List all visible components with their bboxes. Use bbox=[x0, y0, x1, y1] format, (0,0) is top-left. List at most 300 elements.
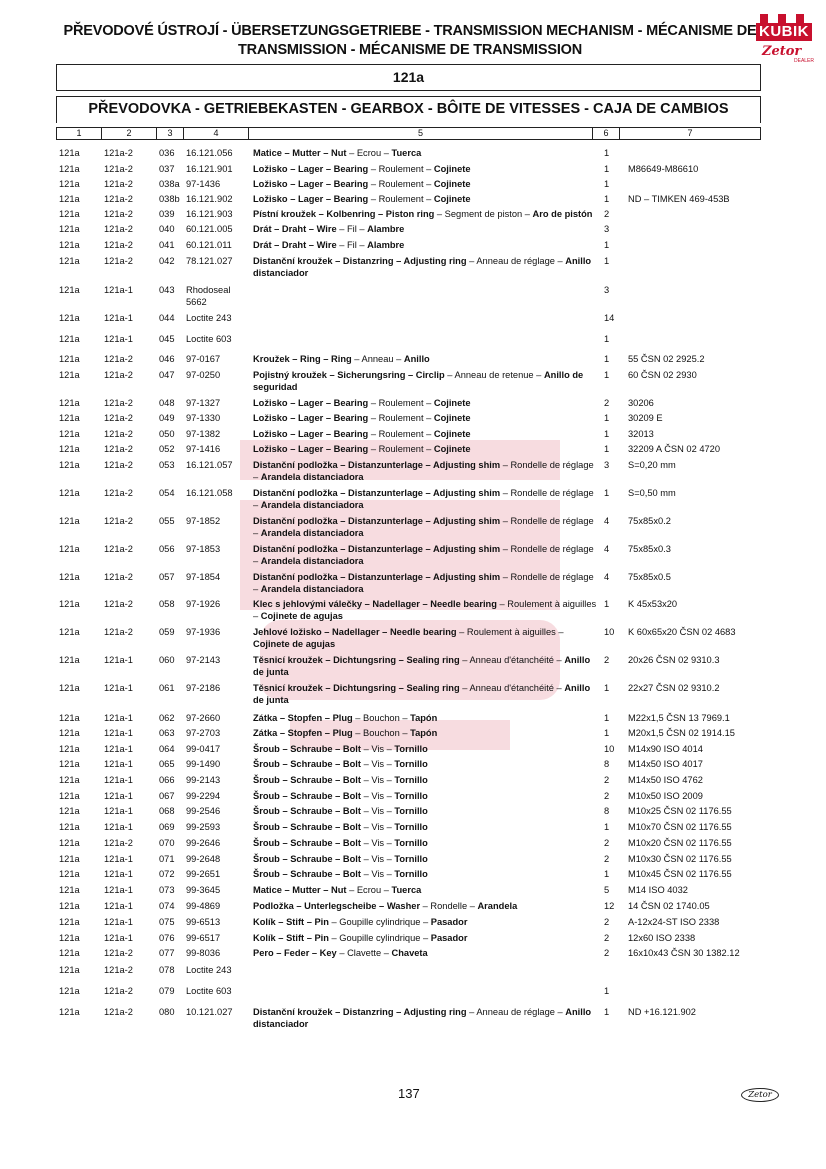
cell-figure: 121a bbox=[59, 164, 80, 174]
logo-brand: KUBIK bbox=[756, 23, 812, 41]
page-title-line2: TRANSMISSION - MÉCANISME DE TRANSMISSION bbox=[237, 42, 583, 58]
desc-spanish: Anillo distanciador bbox=[253, 1007, 592, 1029]
desc-french: – Roulement – bbox=[368, 413, 434, 423]
cell-note: A-12x24-ST ISO 2338 bbox=[628, 917, 720, 927]
cell-subgroup: 121a-2 bbox=[104, 209, 133, 219]
cell-part-number: 16.121.902 bbox=[186, 194, 233, 204]
desc-spanish: Aro de pistón bbox=[532, 209, 593, 219]
cell-quantity: 1 bbox=[604, 179, 610, 189]
cell-quantity: 10 bbox=[604, 744, 615, 754]
cell-position: 052 bbox=[159, 444, 175, 454]
cell-quantity: 1 bbox=[604, 444, 610, 454]
cell-part-number: 97-1936 bbox=[186, 627, 221, 637]
column-header-2: 2 bbox=[102, 128, 157, 139]
desc-english: Adjusting shim bbox=[432, 460, 501, 470]
cell-description bbox=[253, 774, 598, 786]
desc-local: Zátka – Stopfen – bbox=[253, 728, 333, 738]
desc-spanish: Alambre bbox=[367, 240, 405, 250]
cell-description bbox=[253, 598, 598, 622]
desc-spanish: Tornillo bbox=[394, 822, 428, 832]
desc-spanish: Cojinete bbox=[433, 194, 471, 204]
cell-figure: 121a bbox=[59, 313, 80, 323]
cell-description bbox=[253, 743, 598, 755]
cell-part-number: 16.121.903 bbox=[186, 209, 233, 219]
cell-figure: 121a bbox=[59, 713, 80, 723]
cell-figure: 121a bbox=[59, 544, 80, 554]
desc-english: Adjusting shim bbox=[432, 572, 501, 582]
cell-quantity: 2 bbox=[604, 209, 610, 219]
cell-note: 75x85x0.2 bbox=[628, 516, 671, 526]
cell-subgroup: 121a-1 bbox=[104, 759, 133, 769]
cell-description bbox=[253, 369, 598, 393]
desc-spanish: Tornillo bbox=[394, 869, 428, 879]
cell-part-number: 99-3645 bbox=[186, 885, 221, 895]
desc-english: Bolt bbox=[342, 806, 361, 816]
cell-part-number: 10.121.027 bbox=[186, 1007, 233, 1017]
cell-quantity: 1 bbox=[604, 822, 610, 832]
cell-position: 046 bbox=[159, 354, 175, 364]
desc-french: – Ecrou – bbox=[346, 148, 392, 158]
page-number: 137 bbox=[398, 1086, 420, 1101]
desc-spanish: Tornillo bbox=[394, 806, 428, 816]
desc-english: Adjusting ring bbox=[403, 256, 467, 266]
cell-figure: 121a bbox=[59, 917, 80, 927]
desc-spanish: Arandela distanciadora bbox=[260, 500, 364, 510]
cell-note: M10x25 ČSN 02 1176.55 bbox=[628, 806, 732, 816]
cell-subgroup: 121a-1 bbox=[104, 334, 133, 344]
cell-figure: 121a bbox=[59, 354, 80, 364]
desc-french: – Rondelle de réglage – bbox=[253, 488, 594, 510]
cell-quantity: 8 bbox=[604, 759, 610, 769]
desc-english: Washer bbox=[386, 901, 421, 911]
cell-note: M14x90 ISO 4014 bbox=[628, 744, 703, 754]
desc-english: Bolt bbox=[342, 854, 361, 864]
cell-position: 065 bbox=[159, 759, 175, 769]
desc-english: Sealing ring bbox=[406, 683, 460, 693]
cell-subgroup: 121a-1 bbox=[104, 655, 133, 665]
cell-subgroup: 121a-2 bbox=[104, 240, 133, 250]
cell-position: 040 bbox=[159, 224, 175, 234]
cell-subgroup: 121a-2 bbox=[104, 838, 133, 848]
cell-description bbox=[253, 727, 598, 739]
desc-english: Piston ring bbox=[385, 209, 435, 219]
desc-spanish: Anillo de junta bbox=[253, 683, 591, 705]
cell-quantity: 5 bbox=[604, 885, 610, 895]
cell-subgroup: 121a-2 bbox=[104, 398, 133, 408]
desc-english: Bolt bbox=[342, 759, 361, 769]
desc-french: – Fil – bbox=[336, 224, 368, 234]
cell-part-number: 99-8036 bbox=[186, 948, 221, 958]
cell-description bbox=[253, 459, 598, 483]
cell-figure: 121a bbox=[59, 822, 80, 832]
desc-local: Ložisko – Lager – bbox=[253, 398, 334, 408]
cell-part-number: 99-2648 bbox=[186, 854, 221, 864]
cell-quantity: 2 bbox=[604, 838, 610, 848]
cell-figure: 121a bbox=[59, 179, 80, 189]
cell-quantity: 1 bbox=[604, 164, 610, 174]
cell-description bbox=[253, 223, 598, 235]
desc-local: Podložka – Unterlegscheibe – bbox=[253, 901, 387, 911]
desc-local: Ložisko – Lager – bbox=[253, 444, 334, 454]
cell-part-number: 60.121.005 bbox=[186, 224, 233, 234]
desc-english: Circlip bbox=[415, 370, 445, 380]
desc-spanish: Tuerca bbox=[391, 885, 422, 895]
cell-figure: 121a bbox=[59, 460, 80, 470]
cell-figure: 121a bbox=[59, 933, 80, 943]
cell-subgroup: 121a-2 bbox=[104, 460, 133, 470]
cell-quantity: 3 bbox=[604, 285, 610, 295]
desc-french: – Bouchon – bbox=[352, 728, 411, 738]
cell-figure: 121a bbox=[59, 791, 80, 801]
desc-local: Ložisko – Lager – bbox=[253, 179, 334, 189]
desc-french: – Anneau d'étanchéité – bbox=[459, 655, 565, 665]
cell-figure: 121a bbox=[59, 572, 80, 582]
cell-description bbox=[253, 1006, 598, 1030]
cell-note: 55 ČSN 02 2925.2 bbox=[628, 354, 705, 364]
cell-note: 16x10x43 ČSN 30 1382.12 bbox=[628, 948, 740, 958]
desc-spanish: Cojinete bbox=[433, 164, 471, 174]
cell-quantity: 2 bbox=[604, 791, 610, 801]
desc-local: Šroub – Schraube – bbox=[253, 744, 343, 754]
cell-position: 054 bbox=[159, 488, 175, 498]
cell-description bbox=[253, 147, 598, 159]
cell-description bbox=[253, 758, 598, 770]
cell-figure: 121a bbox=[59, 806, 80, 816]
cell-quantity: 1 bbox=[604, 354, 610, 364]
cell-part-number: 97-0167 bbox=[186, 354, 221, 364]
cell-subgroup: 121a-2 bbox=[104, 164, 133, 174]
cell-part-number: Rhodoseal 5662 bbox=[186, 285, 231, 307]
desc-local: Šroub – Schraube – bbox=[253, 759, 343, 769]
cell-figure: 121a bbox=[59, 627, 80, 637]
desc-local: Pero – Feder – bbox=[253, 948, 320, 958]
cell-subgroup: 121a-2 bbox=[104, 986, 133, 996]
cell-subgroup: 121a-2 bbox=[104, 444, 133, 454]
desc-spanish: Tuerca bbox=[391, 148, 422, 158]
cell-quantity: 1 bbox=[604, 429, 610, 439]
cell-part-number: 97-1853 bbox=[186, 544, 221, 554]
cell-position: 063 bbox=[159, 728, 175, 738]
cell-subgroup: 121a-2 bbox=[104, 148, 133, 158]
desc-french: – Vis – bbox=[360, 869, 395, 879]
desc-french: – Anneau de retenue – bbox=[444, 370, 544, 380]
cell-description bbox=[253, 947, 598, 959]
cell-figure: 121a bbox=[59, 728, 80, 738]
cell-note: M10x30 ČSN 02 1176.55 bbox=[628, 854, 732, 864]
cell-quantity: 1 bbox=[604, 488, 610, 498]
cell-figure: 121a bbox=[59, 869, 80, 879]
desc-english: Adjusting shim bbox=[432, 516, 501, 526]
cell-part-number: 97-2186 bbox=[186, 683, 221, 693]
cell-description bbox=[253, 900, 598, 912]
cell-position: 055 bbox=[159, 516, 175, 526]
cell-subgroup: 121a-1 bbox=[104, 775, 133, 785]
desc-french: – Vis – bbox=[360, 791, 395, 801]
cell-figure: 121a bbox=[59, 683, 80, 693]
cell-position: 076 bbox=[159, 933, 175, 943]
desc-spanish: Anillo de junta bbox=[253, 655, 591, 677]
desc-local: Ložisko – Lager – bbox=[253, 429, 334, 439]
desc-spanish: Cojinete bbox=[433, 413, 471, 423]
desc-spanish: Arandela distanciadora bbox=[260, 584, 364, 594]
cell-position: 048 bbox=[159, 398, 175, 408]
cell-position: 060 bbox=[159, 655, 175, 665]
cell-part-number: 16.121.058 bbox=[186, 488, 233, 498]
desc-english: Pin bbox=[314, 933, 329, 943]
desc-french: – Vis – bbox=[360, 806, 395, 816]
cell-description bbox=[253, 255, 598, 279]
cell-subgroup: 121a-2 bbox=[104, 256, 133, 266]
cell-part-number: 97-2143 bbox=[186, 655, 221, 665]
desc-local: Šroub – Schraube – bbox=[253, 854, 343, 864]
desc-spanish: Alambre bbox=[367, 224, 405, 234]
cell-description bbox=[253, 397, 598, 409]
desc-english: Bearing bbox=[333, 398, 369, 408]
cell-part-number: 99-0417 bbox=[186, 744, 221, 754]
cell-position: 058 bbox=[159, 599, 175, 609]
cell-quantity: 8 bbox=[604, 806, 610, 816]
desc-french: – Goupille cylindrique – bbox=[328, 933, 431, 943]
cell-description bbox=[253, 916, 598, 928]
cell-part-number: 97-1330 bbox=[186, 413, 221, 423]
cell-note: M10x45 ČSN 02 1176.55 bbox=[628, 869, 732, 879]
logo-sub: Zetor bbox=[762, 44, 802, 59]
cell-subgroup: 121a-2 bbox=[104, 413, 133, 423]
cell-description bbox=[253, 884, 598, 896]
column-header-6: 6 bbox=[593, 128, 620, 139]
cell-subgroup: 121a-2 bbox=[104, 370, 133, 380]
cell-note: M20x1,5 ČSN 02 1914.15 bbox=[628, 728, 735, 738]
cell-note: 20x26 ČSN 02 9310.3 bbox=[628, 655, 720, 665]
cell-figure: 121a bbox=[59, 775, 80, 785]
desc-local: Pojistný kroužek – Sicherungsring – bbox=[253, 370, 416, 380]
cell-position: 062 bbox=[159, 713, 175, 723]
section-code: 121a bbox=[56, 64, 761, 91]
desc-french: – Roulement – bbox=[368, 179, 434, 189]
cell-subgroup: 121a-1 bbox=[104, 933, 133, 943]
cell-description bbox=[253, 682, 598, 706]
cell-figure: 121a bbox=[59, 744, 80, 754]
cell-subgroup: 121a-2 bbox=[104, 488, 133, 498]
desc-english: Pin bbox=[314, 917, 329, 927]
desc-french: – Anneau d'étanchéité – bbox=[459, 683, 565, 693]
cell-figure: 121a bbox=[59, 655, 80, 665]
cell-quantity: 2 bbox=[604, 948, 610, 958]
cell-subgroup: 121a-1 bbox=[104, 901, 133, 911]
desc-spanish: Cojinete bbox=[433, 398, 471, 408]
cell-position: 070 bbox=[159, 838, 175, 848]
cell-quantity: 1 bbox=[604, 148, 610, 158]
desc-french: – Vis – bbox=[360, 822, 395, 832]
cell-subgroup: 121a-1 bbox=[104, 728, 133, 738]
cell-position: 078 bbox=[159, 965, 175, 975]
cell-figure: 121a bbox=[59, 838, 80, 848]
cell-part-number: 97-2703 bbox=[186, 728, 221, 738]
cell-quantity: 2 bbox=[604, 933, 610, 943]
cell-position: 075 bbox=[159, 917, 175, 927]
desc-english: Bolt bbox=[342, 791, 361, 801]
cell-part-number: 97-1852 bbox=[186, 516, 221, 526]
cell-subgroup: 121a-2 bbox=[104, 429, 133, 439]
desc-spanish: Anillo distanciador bbox=[253, 256, 592, 278]
cell-subgroup: 121a-2 bbox=[104, 1007, 133, 1017]
cell-part-number: Loctite 603 bbox=[186, 986, 232, 996]
desc-french: – Rondelle de réglage – bbox=[253, 460, 594, 482]
cell-figure: 121a bbox=[59, 224, 80, 234]
cell-figure: 121a bbox=[59, 370, 80, 380]
cell-part-number: 99-4869 bbox=[186, 901, 221, 911]
desc-english: Bearing bbox=[333, 429, 369, 439]
desc-english: Adjusting ring bbox=[403, 1007, 467, 1017]
cell-part-number: Loctite 243 bbox=[186, 313, 232, 323]
cell-quantity: 1 bbox=[604, 683, 610, 693]
cell-position: 043 bbox=[159, 285, 175, 295]
zetor-footer-logo: Zetor bbox=[741, 1088, 779, 1102]
cell-position: 066 bbox=[159, 775, 175, 785]
cell-position: 036 bbox=[159, 148, 175, 158]
desc-french: – Roulement – bbox=[368, 429, 434, 439]
cell-description bbox=[253, 654, 598, 678]
cell-position: 080 bbox=[159, 1007, 175, 1017]
desc-french: – Vis – bbox=[360, 838, 395, 848]
desc-english: Ring bbox=[331, 354, 352, 364]
desc-french: – Vis – bbox=[360, 854, 395, 864]
cell-quantity: 1 bbox=[604, 240, 610, 250]
cell-note: M14x50 ISO 4762 bbox=[628, 775, 703, 785]
desc-spanish: Pasador bbox=[430, 917, 468, 927]
desc-local: Zátka – Stopfen – bbox=[253, 713, 333, 723]
page-title-line1: PŘEVODOVÉ ÚSTROJÍ - ÜBERSETZUNGSGETRIEBE - TRANSMISSION MECHANISM - MÉCANISME DE bbox=[63, 23, 757, 39]
desc-spanish: Chaveta bbox=[391, 948, 428, 958]
cell-figure: 121a bbox=[59, 885, 80, 895]
cell-part-number: 97-1416 bbox=[186, 444, 221, 454]
cell-subgroup: 121a-2 bbox=[104, 544, 133, 554]
desc-spanish: Tornillo bbox=[394, 775, 428, 785]
cell-part-number: 99-2546 bbox=[186, 806, 221, 816]
cell-subgroup: 121a-2 bbox=[104, 224, 133, 234]
cell-position: 041 bbox=[159, 240, 175, 250]
desc-local: Distanční kroužek – Distanzring – bbox=[253, 1007, 404, 1017]
desc-french: – Clavette – bbox=[336, 948, 392, 958]
cell-note: 14 ČSN 02 1740.05 bbox=[628, 901, 710, 911]
cell-description bbox=[253, 821, 598, 833]
cell-part-number: 99-2646 bbox=[186, 838, 221, 848]
desc-local: Ložisko – Lager – bbox=[253, 194, 334, 204]
cell-position: 067 bbox=[159, 791, 175, 801]
desc-english: Needle bearing bbox=[430, 599, 497, 609]
cell-part-number: 16.121.057 bbox=[186, 460, 233, 470]
cell-quantity: 2 bbox=[604, 854, 610, 864]
desc-french: – Roulement – bbox=[368, 444, 434, 454]
cell-subgroup: 121a-1 bbox=[104, 713, 133, 723]
desc-french: – Vis – bbox=[360, 759, 395, 769]
cell-description bbox=[253, 626, 598, 650]
cell-quantity: 1 bbox=[604, 1007, 610, 1017]
desc-local: Kroužek – Ring – bbox=[253, 354, 332, 364]
cell-quantity: 3 bbox=[604, 224, 610, 234]
cell-part-number: 78.121.027 bbox=[186, 256, 233, 266]
cell-position: 050 bbox=[159, 429, 175, 439]
cell-description bbox=[253, 805, 598, 817]
cell-position: 072 bbox=[159, 869, 175, 879]
desc-spanish: Cojinete bbox=[433, 444, 471, 454]
desc-spanish: Tornillo bbox=[394, 838, 428, 848]
desc-spanish: Arandela distanciadora bbox=[260, 556, 364, 566]
cell-note: 75x85x0.3 bbox=[628, 544, 671, 554]
cell-note: 30209 E bbox=[628, 413, 663, 423]
cell-figure: 121a bbox=[59, 488, 80, 498]
desc-french: – Roulement – bbox=[368, 194, 434, 204]
cell-subgroup: 121a-2 bbox=[104, 627, 133, 637]
cell-quantity: 3 bbox=[604, 460, 610, 470]
cell-subgroup: 121a-1 bbox=[104, 822, 133, 832]
desc-french: – Goupille cylindrique – bbox=[328, 917, 431, 927]
desc-french: – Rondelle de réglage – bbox=[253, 516, 594, 538]
desc-french: – Rondelle de réglage – bbox=[253, 544, 594, 566]
desc-local: Drát – Draht – bbox=[253, 224, 317, 234]
cell-description bbox=[253, 443, 598, 455]
desc-english: Bolt bbox=[342, 838, 361, 848]
cell-description bbox=[253, 178, 598, 190]
cell-position: 061 bbox=[159, 683, 175, 693]
desc-french: – Fil – bbox=[336, 240, 368, 250]
desc-english: Needle bearing bbox=[389, 627, 457, 637]
cell-part-number: 97-1926 bbox=[186, 599, 221, 609]
cell-figure: 121a bbox=[59, 854, 80, 864]
cell-part-number: 99-6513 bbox=[186, 917, 221, 927]
cell-note: M22x1,5 ČSN 13 7969.1 bbox=[628, 713, 730, 723]
cell-description bbox=[253, 193, 598, 205]
desc-french: – Rondelle – bbox=[420, 901, 478, 911]
desc-english: Bolt bbox=[342, 775, 361, 785]
cell-subgroup: 121a-2 bbox=[104, 572, 133, 582]
desc-spanish: Cojinete de agujas bbox=[253, 639, 336, 649]
cell-position: 056 bbox=[159, 544, 175, 554]
cell-description bbox=[253, 543, 598, 567]
cell-figure: 121a bbox=[59, 256, 80, 266]
column-header-4: 4 bbox=[184, 128, 249, 139]
cell-position: 057 bbox=[159, 572, 175, 582]
cell-subgroup: 121a-1 bbox=[104, 854, 133, 864]
cell-subgroup: 121a-1 bbox=[104, 917, 133, 927]
cell-quantity: 2 bbox=[604, 917, 610, 927]
desc-english: Key bbox=[319, 948, 337, 958]
desc-english: Plug bbox=[332, 728, 353, 738]
desc-english: Adjusting shim bbox=[432, 544, 501, 554]
cell-description bbox=[253, 428, 598, 440]
cell-part-number: 97-2660 bbox=[186, 713, 221, 723]
desc-french: – Anneau – bbox=[351, 354, 404, 364]
cell-note: K 60x65x20 ČSN 02 4683 bbox=[628, 627, 736, 637]
cell-figure: 121a bbox=[59, 599, 80, 609]
cell-description bbox=[253, 208, 598, 220]
cell-note: S=0,20 mm bbox=[628, 460, 676, 470]
desc-english: Nut bbox=[331, 148, 347, 158]
desc-local: Šroub – Schraube – bbox=[253, 838, 343, 848]
desc-spanish: Tornillo bbox=[394, 791, 428, 801]
desc-spanish: Arandela distanciadora bbox=[260, 528, 364, 538]
cell-description bbox=[253, 487, 598, 511]
cell-description bbox=[253, 163, 598, 175]
cell-note: 60 ČSN 02 2930 bbox=[628, 370, 697, 380]
cell-quantity: 2 bbox=[604, 775, 610, 785]
cell-quantity: 12 bbox=[604, 901, 615, 911]
desc-english: Bearing bbox=[333, 413, 369, 423]
cell-quantity: 1 bbox=[604, 256, 610, 266]
desc-spanish: Cojinete de agujas bbox=[260, 611, 343, 621]
desc-english: Bolt bbox=[342, 869, 361, 879]
cell-quantity: 1 bbox=[604, 713, 610, 723]
